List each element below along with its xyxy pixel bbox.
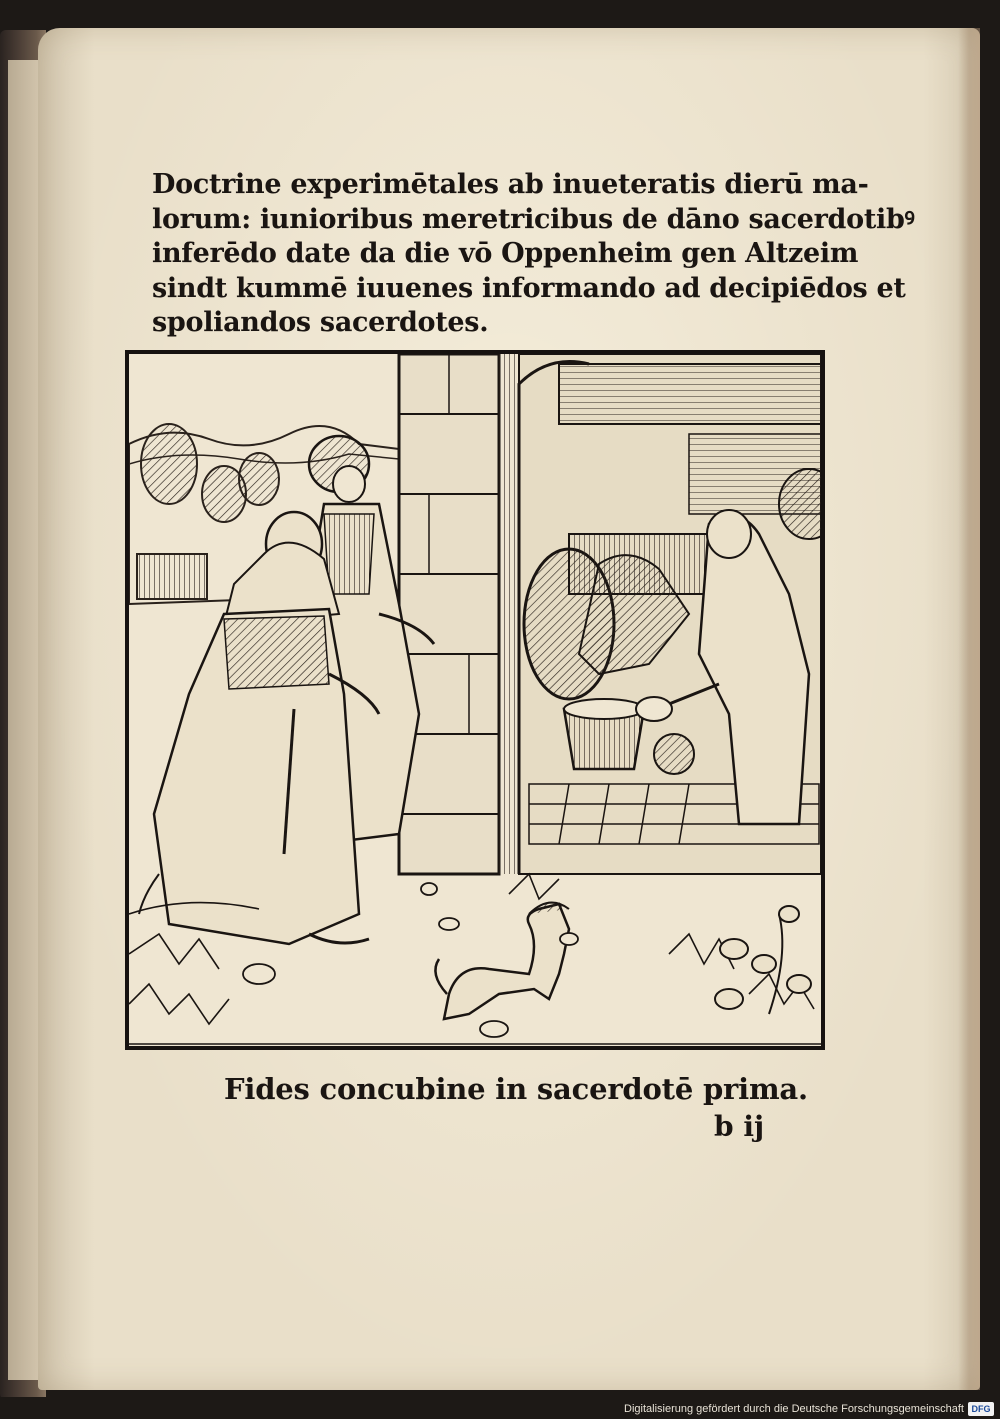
page-heading <box>152 168 915 341</box>
heading-line-5: spoliandos sacerdotes. <box>152 307 489 338</box>
heading-line-3: inferēdo date da die vō Oppenheim gen Altzeim <box>152 238 859 269</box>
signature-mark: b ij <box>714 1110 765 1143</box>
page-edge-shadow <box>958 28 980 1390</box>
woodcut-illustration <box>125 350 825 1050</box>
stone-pillar <box>399 354 519 874</box>
heading-line-2: lorum: iunioribus meretricibus de dāno sacerdotibꝰ <box>152 203 915 235</box>
dfg-logo-icon[interactable]: DFG <box>968 1402 994 1416</box>
footer-bar <box>0 1397 1000 1419</box>
heading-line-4: sindt kummē iuuenes informando ad decipiēdos et <box>152 272 906 304</box>
woodcut-drawing <box>129 354 821 1046</box>
heading-line-1: Doctrine experimētales ab inueteratis dierū ma- <box>152 169 869 200</box>
footer-credit[interactable]: Digitalisierung gefördert durch die Deutsche Forschungsgemeinschaft <box>624 1403 964 1415</box>
illustration-caption: Fides concubine in sacerdotē prima. <box>224 1072 808 1106</box>
cellar-interior <box>519 354 821 874</box>
